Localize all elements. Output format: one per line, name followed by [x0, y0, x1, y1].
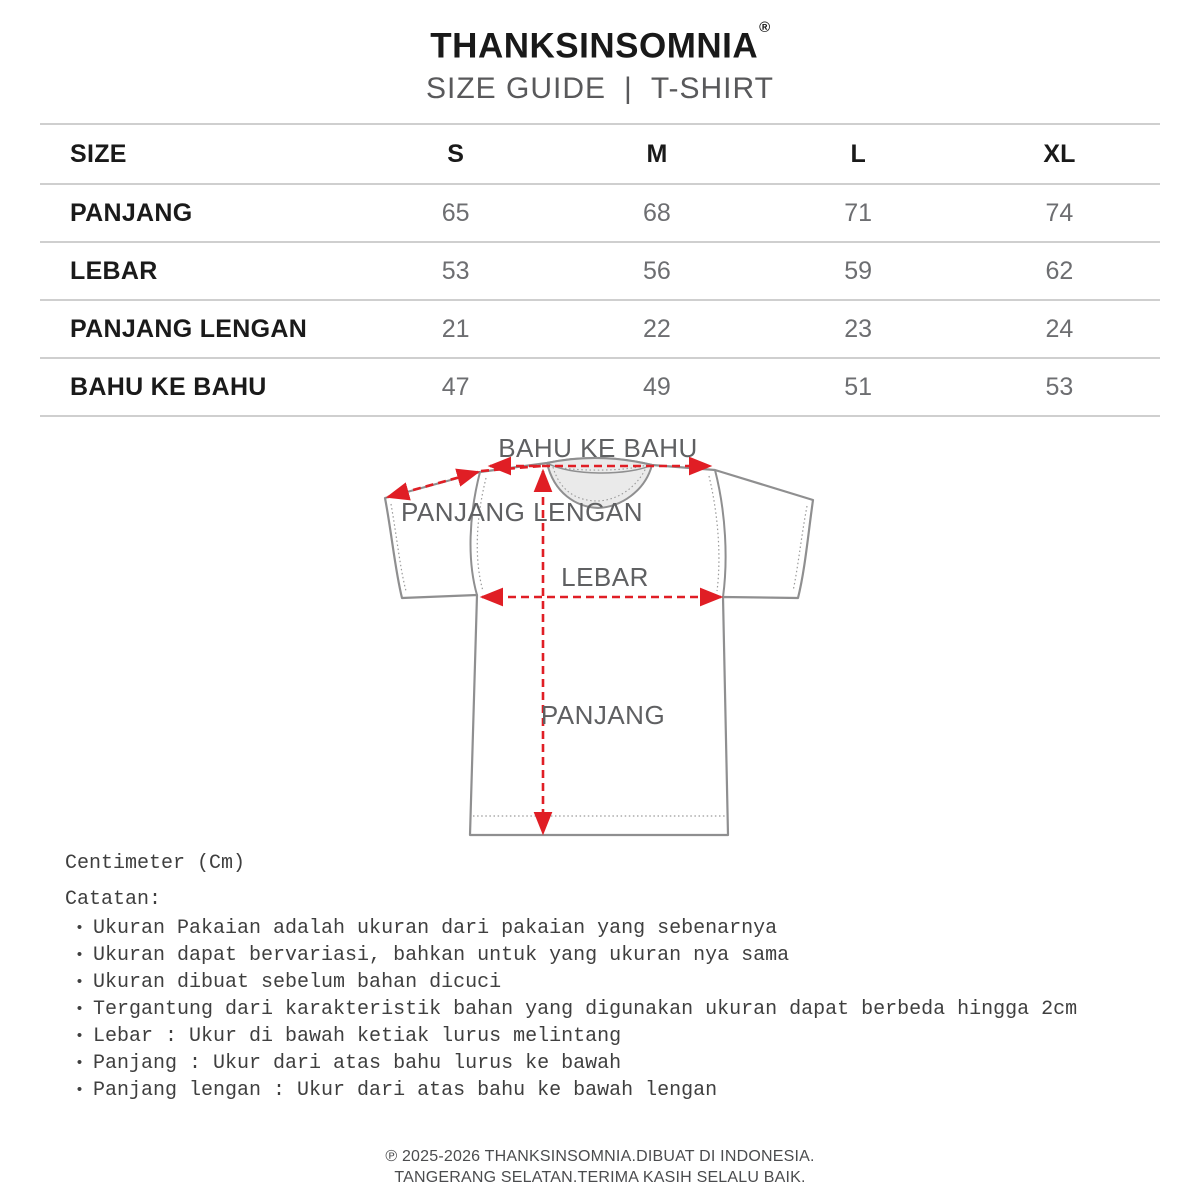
table-row-panjang-lengan [40, 299, 1160, 357]
cell-value: 24 [1045, 314, 1074, 343]
note-item: • Ukuran dapat bervariasi, bahkan untuk yang ukuran nya sama [65, 942, 1175, 969]
label-panjang: PANJANG [540, 700, 666, 730]
note-item: • Ukuran Pakaian adalah ukuran dari pakaian yang sebenarnya [65, 915, 1175, 942]
row-label-panjang: PANJANG [70, 198, 193, 227]
brand-title [0, 19, 1200, 66]
subtitle-divider: | [624, 71, 633, 105]
tshirt-outline-drawing [340, 420, 860, 870]
cell-value: 74 [1045, 198, 1074, 227]
brand-name: THANKSINSOMNIA [430, 26, 759, 66]
subtitle-size-guide: SIZE GUIDE [426, 71, 607, 105]
row-label-panjang-lengan: PANJANG LENGAN [70, 314, 308, 343]
cell-value: 53 [441, 256, 470, 285]
cell-value: 49 [642, 372, 671, 401]
cell-value: 47 [441, 372, 470, 401]
column-header-s: S [447, 139, 464, 168]
page-header [0, 19, 1200, 105]
cell-value: 59 [844, 256, 873, 285]
cell-value: 23 [844, 314, 873, 343]
footer-line-1: ℗ 2025-2026 THANKSINSOMNIA.DIBUAT DI INDONESIA. [385, 1148, 815, 1165]
note-item: • Ukuran dibuat sebelum bahan dicuci [65, 969, 1175, 996]
footer [0, 1146, 1200, 1188]
tshirt-measurement-diagram [340, 420, 860, 870]
column-header-size: SIZE [70, 139, 127, 168]
cell-value: 71 [844, 198, 873, 227]
size-table-header-row [40, 123, 1160, 183]
cell-value: 22 [642, 314, 671, 343]
cell-value: 65 [441, 198, 470, 227]
cell-value: 21 [441, 314, 470, 343]
footer-line-2: TANGERANG SELATAN.TERIMA KASIH SELALU BAIK. [394, 1169, 806, 1186]
notes-section [65, 852, 1175, 1104]
label-lebar: LEBAR [561, 562, 649, 592]
registered-trademark-icon: ® [759, 19, 771, 36]
cell-value: 56 [642, 256, 671, 285]
label-panjang-lengan: PANJANG LENGAN [400, 497, 643, 527]
column-header-l: L [850, 139, 866, 168]
size-table [40, 123, 1160, 417]
cell-value: 68 [642, 198, 671, 227]
row-label-lebar: LEBAR [70, 256, 158, 285]
unit-note: Centimeter (Cm) [65, 852, 246, 875]
note-item: • Panjang : Ukur dari atas bahu lurus ke bawah [65, 1050, 1175, 1077]
page-subtitle [0, 73, 1200, 105]
column-header-m: M [646, 139, 668, 168]
label-bahu-ke-bahu: BAHU KE BAHU [498, 433, 698, 463]
notes-list [65, 915, 1175, 1104]
subtitle-product: T-SHIRT [650, 71, 774, 105]
cell-value: 53 [1045, 372, 1074, 401]
column-header-xl: XL [1043, 139, 1076, 168]
note-item: • Panjang lengan : Ukur dari atas bahu ke bawah lengan [65, 1077, 1175, 1104]
table-row-lebar [40, 241, 1160, 299]
table-row-panjang [40, 183, 1160, 241]
row-label-bahu-ke-bahu: BAHU KE BAHU [70, 372, 267, 401]
note-item: • Tergantung dari karakteristik bahan yang digunakan ukuran dapat berbeda hingga 2cm [65, 996, 1175, 1023]
note-item: • Lebar : Ukur di bawah ketiak lurus melintang [65, 1023, 1175, 1050]
notes-heading: Catatan: [65, 888, 162, 911]
cell-value: 62 [1045, 256, 1074, 285]
table-row-bahu-ke-bahu [40, 357, 1160, 417]
cell-value: 51 [844, 372, 873, 401]
